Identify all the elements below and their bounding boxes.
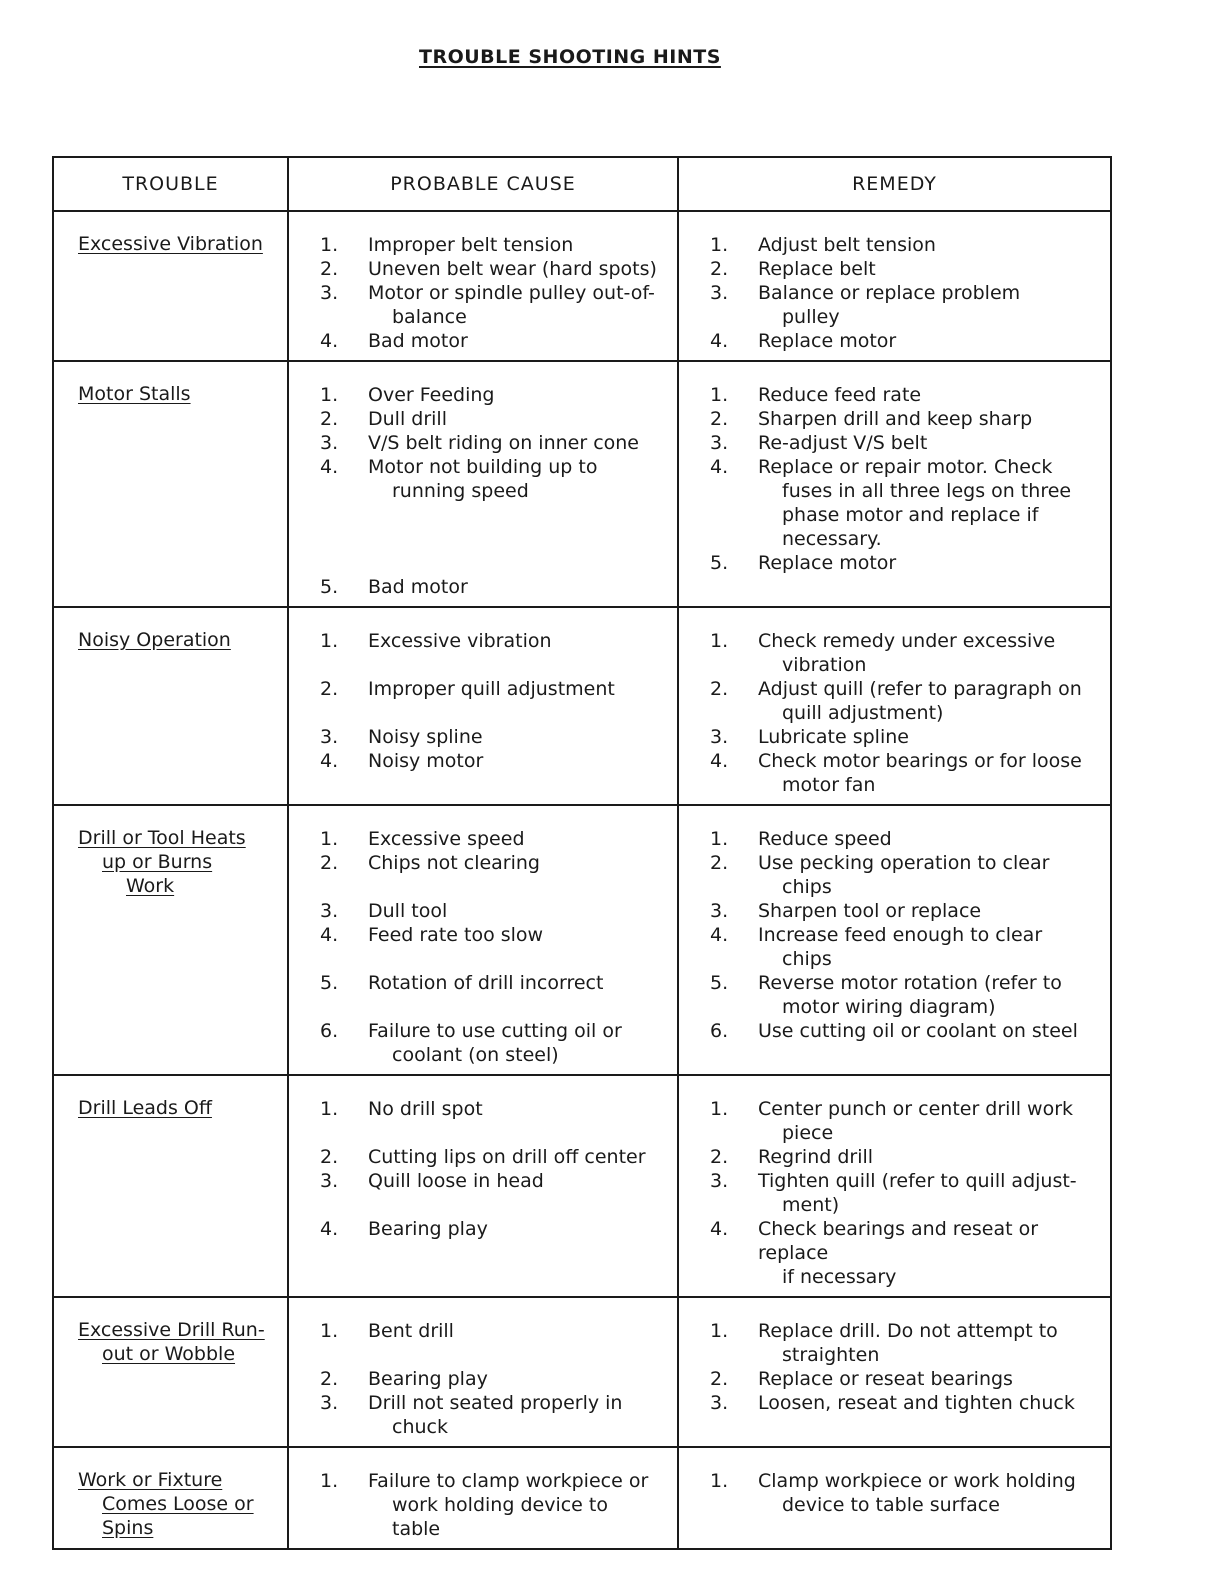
item-text: Quill loose in head xyxy=(368,1170,544,1192)
trouble-label xyxy=(78,1096,277,1120)
trouble-text: Work or Fixture xyxy=(78,1469,223,1491)
trouble-label xyxy=(78,232,277,256)
item-text: running speed xyxy=(392,480,529,502)
list-item xyxy=(710,233,1101,257)
item-text: Bearing play xyxy=(368,1368,488,1390)
list-item xyxy=(710,383,1101,407)
troubleshooting-table xyxy=(52,156,1112,1550)
list-item xyxy=(710,725,1101,749)
table-row xyxy=(53,361,1111,607)
item-text: Feed rate too slow xyxy=(368,924,544,946)
item-list xyxy=(290,609,676,779)
remedy-cell xyxy=(678,805,1111,1075)
item-text: Cutting lips on drill off center xyxy=(368,1146,646,1168)
item-number: 3. xyxy=(710,1392,729,1414)
list-item xyxy=(320,1319,668,1343)
cause-cell xyxy=(288,1447,678,1549)
item-text: work holding device to xyxy=(392,1494,608,1516)
item-list xyxy=(290,1077,676,1247)
list-item xyxy=(710,899,1101,923)
item-number: 6. xyxy=(710,1020,729,1042)
item-text: Rotation of drill incorrect xyxy=(368,972,604,994)
item-text: Bent drill xyxy=(368,1320,454,1342)
item-list xyxy=(290,1449,676,1547)
item-number: 2. xyxy=(710,258,729,280)
list-item xyxy=(710,629,1101,677)
item-number: 1. xyxy=(320,828,339,850)
list-item xyxy=(710,1391,1101,1415)
trouble-text: out or Wobble xyxy=(102,1343,236,1365)
item-text: Bad motor xyxy=(368,576,468,598)
item-text: if necessary xyxy=(782,1266,897,1288)
item-number: 1. xyxy=(710,1470,729,1492)
item-number: 3. xyxy=(710,900,729,922)
list-item xyxy=(320,923,668,947)
item-number: 4. xyxy=(710,456,729,478)
item-text: Reverse motor rotation (refer to xyxy=(758,972,1062,994)
trouble-cell xyxy=(53,607,288,805)
item-number: 3. xyxy=(710,282,729,304)
item-text: Reduce speed xyxy=(758,828,892,850)
list-item xyxy=(710,257,1101,281)
item-text: vibration xyxy=(782,654,867,676)
item-number: 2. xyxy=(710,408,729,430)
list-item xyxy=(710,749,1101,797)
item-number: 2. xyxy=(710,1146,729,1168)
item-text: Uneven belt wear (hard spots) xyxy=(368,258,657,280)
list-item xyxy=(320,1169,668,1193)
item-text: Tighten quill (refer to quill adjust- xyxy=(758,1170,1077,1192)
item-number: 3. xyxy=(320,432,339,454)
item-number: 3. xyxy=(320,282,339,304)
item-number: 2. xyxy=(320,408,339,430)
item-text: motor fan xyxy=(782,774,876,796)
item-text: Replace motor xyxy=(758,330,897,352)
item-text: Balance or replace problem xyxy=(758,282,1021,304)
item-text: Replace or reseat bearings xyxy=(758,1368,1013,1390)
trouble-text: Excessive Vibration xyxy=(78,233,263,255)
list-item xyxy=(320,749,668,773)
trouble-cell xyxy=(53,1075,288,1297)
list-item xyxy=(320,827,668,851)
list-item xyxy=(710,851,1101,899)
trouble-text: Motor Stalls xyxy=(78,383,191,405)
item-number: 4. xyxy=(710,330,729,352)
item-number: 1. xyxy=(320,384,339,406)
item-text: device to table surface xyxy=(782,1494,1000,1516)
item-number: 4. xyxy=(320,456,339,478)
item-text: Regrind drill xyxy=(758,1146,874,1168)
list-item xyxy=(710,551,1101,575)
item-number: 3. xyxy=(710,726,729,748)
trouble-text: up or Burns xyxy=(102,851,213,873)
header-row xyxy=(53,157,1111,211)
list-item xyxy=(320,725,668,749)
item-text: Loosen, reseat and tighten chuck xyxy=(758,1392,1075,1414)
item-text: Use cutting oil or coolant on steel xyxy=(758,1020,1078,1042)
trouble-label xyxy=(78,826,277,898)
item-text: Clamp workpiece or work holding xyxy=(758,1470,1076,1492)
list-item xyxy=(320,1217,668,1241)
list-item xyxy=(320,971,668,995)
list-item xyxy=(320,431,668,455)
item-text: Noisy motor xyxy=(368,750,484,772)
item-text: table xyxy=(392,1518,441,1540)
item-text: Motor not building up to xyxy=(368,456,598,478)
list-item xyxy=(320,281,668,329)
item-number: 4. xyxy=(320,1218,339,1240)
remedy-cell xyxy=(678,1075,1111,1297)
item-list xyxy=(680,213,1109,359)
list-item xyxy=(710,1019,1101,1043)
remedy-cell xyxy=(678,607,1111,805)
list-item xyxy=(320,407,668,431)
cause-cell xyxy=(288,607,678,805)
item-text: chips xyxy=(782,876,832,898)
cause-cell xyxy=(288,361,678,607)
item-text: Adjust quill (refer to paragraph on xyxy=(758,678,1082,700)
list-item xyxy=(710,677,1101,725)
list-item xyxy=(320,455,668,503)
item-number: 1. xyxy=(710,828,729,850)
item-text: Bad motor xyxy=(368,330,468,352)
item-number: 1. xyxy=(320,234,339,256)
item-text: Check remedy under excessive xyxy=(758,630,1056,652)
item-text: necessary. xyxy=(782,528,882,550)
item-text: motor wiring diagram) xyxy=(782,996,996,1018)
item-text: chuck xyxy=(392,1416,448,1438)
item-text: quill adjustment) xyxy=(782,702,944,724)
list-item xyxy=(710,1367,1101,1391)
item-text: No drill spot xyxy=(368,1098,483,1120)
list-item xyxy=(320,1145,668,1169)
remedy-cell xyxy=(678,211,1111,361)
trouble-cell xyxy=(53,1447,288,1549)
item-number: 1. xyxy=(320,1470,339,1492)
item-list xyxy=(680,1299,1109,1421)
item-number: 5. xyxy=(710,972,729,994)
item-text: Failure to use cutting oil or xyxy=(368,1020,622,1042)
list-item xyxy=(320,1469,668,1541)
list-item xyxy=(710,1217,1101,1289)
trouble-text: Drill or Tool Heats xyxy=(78,827,246,849)
item-text: Dull drill xyxy=(368,408,447,430)
item-text: Improper belt tension xyxy=(368,234,574,256)
item-number: 3. xyxy=(710,432,729,454)
header-remedy: REMEDY xyxy=(678,157,1111,211)
item-text: piece xyxy=(782,1122,834,1144)
item-list xyxy=(680,1449,1109,1523)
trouble-text: Excessive Drill Run- xyxy=(78,1319,265,1341)
remedy-cell xyxy=(678,1447,1111,1549)
item-number: 2. xyxy=(710,852,729,874)
item-text: Over Feeding xyxy=(368,384,495,406)
remedy-cell xyxy=(678,361,1111,607)
item-text: Re-adjust V/S belt xyxy=(758,432,928,454)
item-text: chips xyxy=(782,948,832,970)
header-trouble: TROUBLE xyxy=(53,157,288,211)
trouble-text: Comes Loose or xyxy=(102,1493,254,1515)
item-text: Replace motor xyxy=(758,552,897,574)
trouble-text: Spins xyxy=(102,1517,154,1539)
item-number: 5. xyxy=(320,576,339,598)
header-probable-cause: PROBABLE CAUSE xyxy=(288,157,678,211)
item-number: 2. xyxy=(710,678,729,700)
item-list xyxy=(290,807,676,1073)
item-list xyxy=(290,213,676,359)
table-row xyxy=(53,1447,1111,1549)
item-text: straighten xyxy=(782,1344,880,1366)
remedy-cell xyxy=(678,1297,1111,1447)
cause-cell xyxy=(288,1075,678,1297)
item-number: 4. xyxy=(320,330,339,352)
item-number: 4. xyxy=(320,750,339,772)
item-text: Lubricate spline xyxy=(758,726,909,748)
item-text: Replace drill. Do not attempt to xyxy=(758,1320,1058,1342)
list-item xyxy=(320,1391,668,1439)
item-list xyxy=(290,1299,676,1445)
list-item xyxy=(710,971,1101,1019)
list-item xyxy=(320,575,668,599)
item-text: Excessive speed xyxy=(368,828,525,850)
item-number: 1. xyxy=(710,234,729,256)
list-item xyxy=(710,1097,1101,1145)
item-number: 1. xyxy=(710,384,729,406)
list-item xyxy=(710,1145,1101,1169)
item-text: Center punch or center drill work xyxy=(758,1098,1074,1120)
item-text: Adjust belt tension xyxy=(758,234,936,256)
trouble-text: Drill Leads Off xyxy=(78,1097,212,1119)
item-list xyxy=(680,363,1109,581)
table-row xyxy=(53,805,1111,1075)
item-number: 1. xyxy=(710,1320,729,1342)
item-text: Check bearings and reseat or replace xyxy=(758,1218,1039,1264)
list-item xyxy=(710,329,1101,353)
item-number: 3. xyxy=(320,1170,339,1192)
item-text: fuses in all three legs on three xyxy=(782,480,1072,502)
list-item xyxy=(710,1169,1101,1217)
item-number: 6. xyxy=(320,1020,339,1042)
page-title: TROUBLE SHOOTING HINTS xyxy=(419,46,721,68)
item-text: Replace or repair motor. Check xyxy=(758,456,1053,478)
item-number: 5. xyxy=(320,972,339,994)
item-number: 3. xyxy=(320,900,339,922)
item-number: 4. xyxy=(320,924,339,946)
list-item xyxy=(710,407,1101,431)
list-item xyxy=(320,899,668,923)
item-list xyxy=(680,807,1109,1049)
item-number: 3. xyxy=(320,1392,339,1414)
item-text: Excessive vibration xyxy=(368,630,552,652)
item-text: ment) xyxy=(782,1194,840,1216)
list-item xyxy=(320,1019,668,1067)
item-number: 2. xyxy=(320,258,339,280)
list-item xyxy=(320,329,668,353)
item-number: 1. xyxy=(320,1098,339,1120)
trouble-cell xyxy=(53,211,288,361)
item-text: Drill not seated properly in xyxy=(368,1392,623,1414)
table-row xyxy=(53,1075,1111,1297)
list-item xyxy=(320,257,668,281)
item-number: 4. xyxy=(710,750,729,772)
item-number: 4. xyxy=(710,1218,729,1240)
list-item xyxy=(710,827,1101,851)
trouble-text: Work xyxy=(126,875,175,897)
item-number: 2. xyxy=(320,1368,339,1390)
table-row xyxy=(53,211,1111,361)
trouble-cell xyxy=(53,1297,288,1447)
list-item xyxy=(320,1367,668,1391)
item-text: Improper quill adjustment xyxy=(368,678,615,700)
item-list xyxy=(680,1077,1109,1295)
item-text: Motor or spindle pulley out-of- xyxy=(368,282,655,304)
item-list xyxy=(290,363,676,605)
trouble-cell xyxy=(53,361,288,607)
item-text: Dull tool xyxy=(368,900,448,922)
item-number: 3. xyxy=(710,1170,729,1192)
item-text: Replace belt xyxy=(758,258,876,280)
item-number: 2. xyxy=(710,1368,729,1390)
cause-cell xyxy=(288,211,678,361)
item-text: V/S belt riding on inner cone xyxy=(368,432,640,454)
cause-cell xyxy=(288,805,678,1075)
item-text: Use pecking operation to clear xyxy=(758,852,1050,874)
table-row xyxy=(53,607,1111,805)
trouble-text: Noisy Operation xyxy=(78,629,231,651)
list-item xyxy=(710,1319,1101,1367)
item-number: 1. xyxy=(710,630,729,652)
item-text: Bearing play xyxy=(368,1218,488,1240)
item-list xyxy=(680,609,1109,803)
list-item xyxy=(710,455,1101,551)
list-item xyxy=(320,1097,668,1121)
item-number: 1. xyxy=(320,1320,339,1342)
item-text: coolant (on steel) xyxy=(392,1044,559,1066)
item-number: 1. xyxy=(320,630,339,652)
trouble-label xyxy=(78,628,277,652)
trouble-label xyxy=(78,1468,277,1540)
trouble-label xyxy=(78,1318,277,1366)
trouble-cell xyxy=(53,805,288,1075)
item-number: 3. xyxy=(320,726,339,748)
list-item xyxy=(710,1469,1101,1517)
list-item xyxy=(320,629,668,653)
item-number: 2. xyxy=(320,852,339,874)
item-number: 2. xyxy=(320,678,339,700)
item-text: balance xyxy=(392,306,467,328)
list-item xyxy=(320,383,668,407)
item-text: Increase feed enough to clear xyxy=(758,924,1043,946)
item-text: Reduce feed rate xyxy=(758,384,922,406)
item-number: 4. xyxy=(710,924,729,946)
item-text: pulley xyxy=(782,306,840,328)
item-text: Sharpen drill and keep sharp xyxy=(758,408,1033,430)
list-item xyxy=(320,851,668,875)
list-item xyxy=(320,677,668,701)
item-number: 1. xyxy=(710,1098,729,1120)
list-item xyxy=(710,281,1101,329)
item-text: Noisy spline xyxy=(368,726,483,748)
item-text: phase motor and replace if xyxy=(782,504,1039,526)
cause-cell xyxy=(288,1297,678,1447)
item-text: Chips not clearing xyxy=(368,852,540,874)
item-number: 5. xyxy=(710,552,729,574)
list-item xyxy=(320,233,668,257)
trouble-label xyxy=(78,382,277,406)
list-item xyxy=(710,431,1101,455)
table-row xyxy=(53,1297,1111,1447)
item-text: Check motor bearings or for loose xyxy=(758,750,1082,772)
list-item xyxy=(710,923,1101,971)
item-number: 2. xyxy=(320,1146,339,1168)
item-text: Failure to clamp workpiece or xyxy=(368,1470,649,1492)
item-text: Sharpen tool or replace xyxy=(758,900,982,922)
